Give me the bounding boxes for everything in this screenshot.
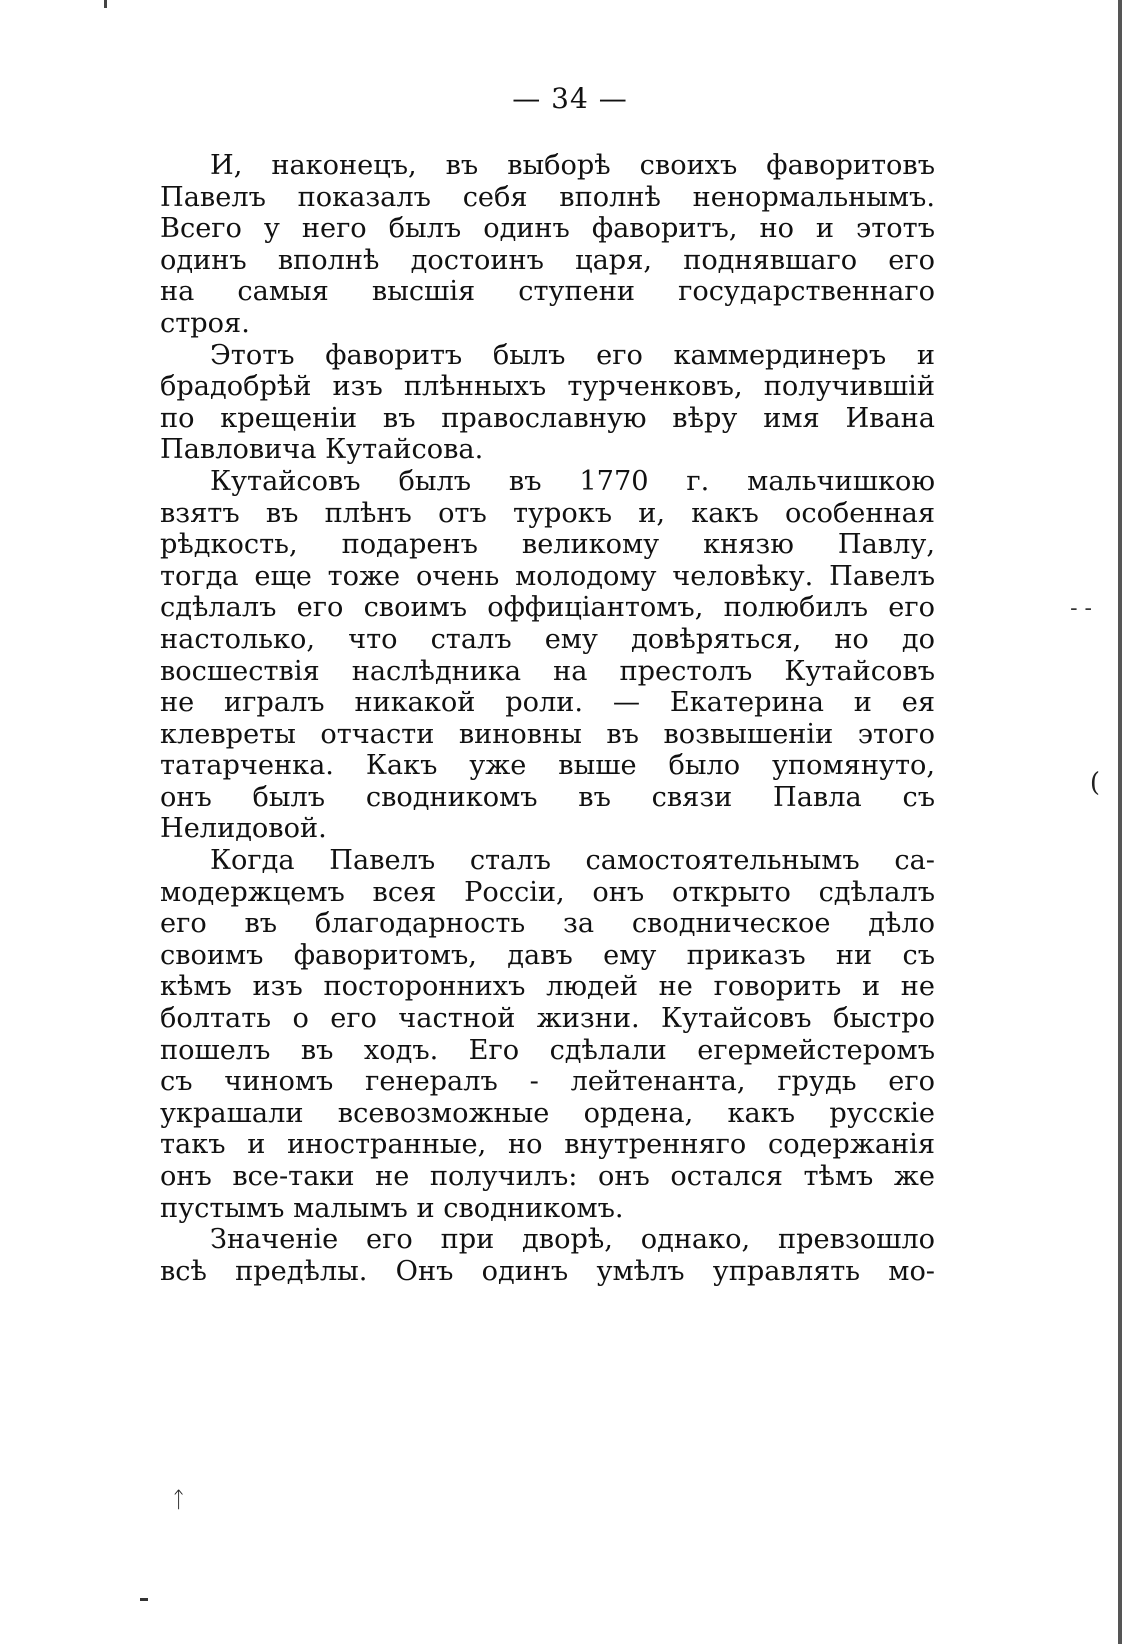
text-line: онъ былъ сводникомъ въ связи Павла съ <box>160 781 935 813</box>
text-line: онъ все-таки не получилъ: онъ остался тѣмъ же <box>160 1161 935 1192</box>
text-line: украшали всевозможные ордена, какъ русскіе <box>160 1097 935 1129</box>
paragraph <box>160 466 935 845</box>
text-line: тогда еще тоже очень молодому человѣку. Павелъ <box>160 560 935 592</box>
paragraph <box>160 150 935 340</box>
page-number: — 34 — <box>512 82 628 115</box>
scan-mark-bottom <box>140 1598 148 1601</box>
text-line: Всего у него былъ одинъ фаворитъ, но и этотъ <box>160 213 935 245</box>
text-line: Когда Павелъ сталъ самостоятельнымъ са- <box>210 845 935 877</box>
text-line: пустымъ малымъ и сводникомъ. <box>160 1192 624 1224</box>
page-edge-line <box>1118 0 1122 1644</box>
text-line: строя. <box>160 307 250 339</box>
scan-mark-top <box>104 0 107 8</box>
margin-dash-mark: - - <box>1070 596 1092 621</box>
paragraph <box>160 340 935 466</box>
text-line: клевреты отчасти виновны въ возвышеніи этого <box>160 718 935 750</box>
text-line: болтать о его частной жизни. Кутайсовъ быстро <box>160 1003 935 1035</box>
text-line: его въ благодарность за сводническое дѣло <box>160 908 935 940</box>
text-line: взятъ въ плѣнъ отъ турокъ и, какъ особенная <box>160 497 935 529</box>
body-text <box>160 150 935 1287</box>
margin-bracket-mark: ( <box>1089 768 1100 798</box>
paragraph <box>160 845 935 1224</box>
ink-mark: ᛏ <box>172 1488 186 1513</box>
text-line: Этотъ фаворитъ былъ его каммердинеръ и <box>210 339 935 371</box>
text-line: Нелидовой. <box>160 813 327 845</box>
text-line: всѣ предѣлы. Онъ одинъ умѣлъ управлять мо- <box>160 1255 935 1287</box>
text-line: модержцемъ всея Россіи, онъ открыто сдѣлалъ <box>160 876 935 908</box>
text-line: рѣдкость, подаренъ великому князю Павлу, <box>160 529 935 561</box>
text-line: кѣмъ изъ постороннихъ людей не говорить и не <box>160 971 935 1003</box>
text-line: Значеніе его при дворѣ, однако, превзошло <box>210 1224 935 1256</box>
text-line: И, наконецъ, въ выборѣ своихъ фаворитовъ <box>210 150 935 181</box>
text-line: восшествія наслѣдника на престолъ Кутайсовъ <box>160 655 935 687</box>
text-line: Кутайсовъ былъ въ 1770 г. мальчишкою <box>210 465 935 497</box>
text-line: на самыя высшія ступени государственнаго <box>160 276 935 308</box>
text-line: такъ и иностранные, но внутренняго содержанія <box>160 1129 935 1161</box>
text-line: не игралъ никакой роли. — Екатерина и ея <box>160 687 935 719</box>
text-line: брадобрѣй изъ плѣнныхъ турченковъ, получившій <box>160 371 935 403</box>
text-line: татарченка. Какъ уже выше было упомянуто, <box>160 750 935 782</box>
text-line: Павелъ показалъ себя вполнѣ ненормальнымъ. <box>160 181 935 213</box>
text-line: пошелъ въ ходъ. Его сдѣлали егермейстеромъ <box>160 1034 935 1066</box>
text-line: настолько, что сталъ ему довѣряться, но до <box>160 623 935 655</box>
text-line: по крещеніи въ православную вѣру имя Ивана <box>160 402 935 434</box>
paragraph <box>160 1224 935 1287</box>
text-line: съ чиномъ генералъ - лейтенанта, грудь его <box>160 1066 935 1098</box>
text-line: Павловича Кутайсова. <box>160 434 484 466</box>
text-line: своимъ фаворитомъ, давъ ему приказъ ни съ <box>160 939 935 971</box>
text-line: сдѣлалъ его своимъ оффиціантомъ, полюбилъ его <box>160 592 935 624</box>
text-line: одинъ вполнѣ достоинъ царя, поднявшаго его <box>160 244 935 276</box>
